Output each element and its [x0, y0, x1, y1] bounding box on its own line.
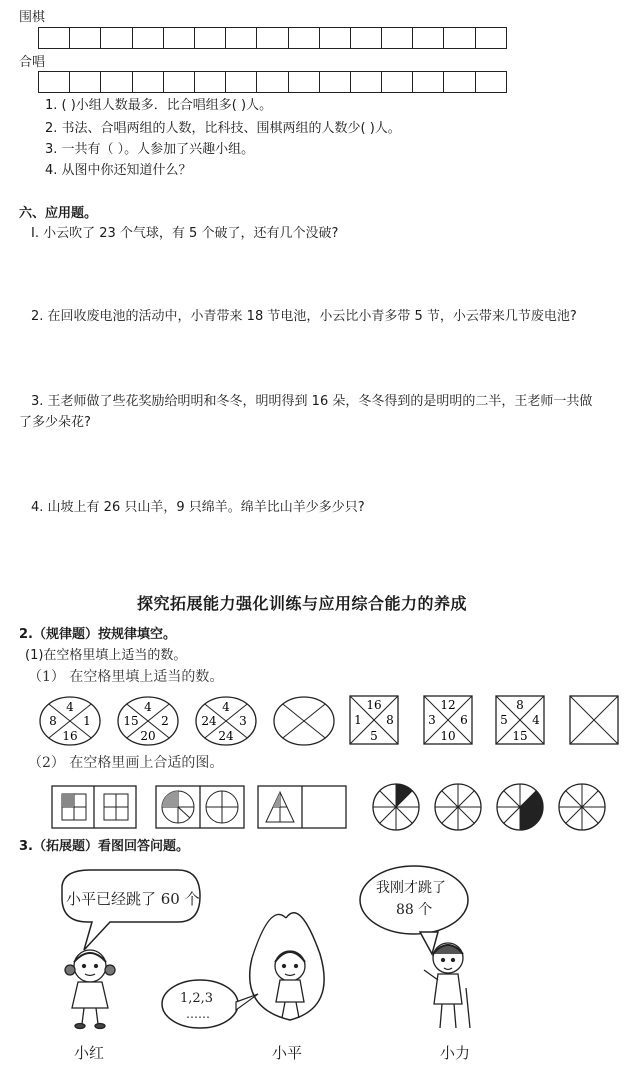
sector-circles	[373, 784, 605, 830]
grid-cell	[70, 72, 101, 92]
svg-text:小红: 小红	[74, 1044, 105, 1062]
grid-cell	[39, 28, 70, 48]
circle-pair	[156, 786, 244, 828]
circle-left-number: 24	[201, 714, 217, 728]
question-1: 1. ( )小组人数最多．比合唱组多( )人。	[45, 98, 273, 113]
grid-cell	[413, 28, 444, 48]
circle-bottom-number: 16	[62, 729, 78, 743]
grid-cell	[39, 72, 70, 92]
circle-right-number: 1	[83, 714, 91, 728]
skipping-illustration	[0, 858, 640, 1075]
square-left-number: 3	[428, 713, 436, 727]
grid-cell	[133, 28, 164, 48]
circle-top-number: 4	[144, 700, 152, 714]
section6-heading: 六、应用题。	[19, 206, 98, 221]
square-left-number: 5	[500, 713, 508, 727]
circle-left-number: 15	[123, 714, 139, 728]
circle-right-number: 3	[239, 714, 247, 728]
question-2: 2. 书法、合唱两组的人数，比科技、围棋两组的人数少( )人。	[45, 121, 401, 136]
weiqi-label: 围棋	[19, 10, 46, 25]
number-circle	[196, 697, 256, 745]
circle-right-number: 2	[161, 714, 169, 728]
grid-cell	[226, 72, 257, 92]
number-circle	[40, 697, 100, 745]
q3-label: 3.（拓展题）看图回答问题。	[19, 839, 189, 854]
svg-text:1,2,3: 1,2,3	[180, 991, 214, 1006]
grid-cell	[320, 28, 351, 48]
square-bottom-number: 5	[370, 729, 378, 743]
problem-4: 4. 山坡上有 26 只山羊，9 只绵羊。绵羊比山羊少多少只?	[31, 500, 365, 515]
girl-xiaoping-figure	[250, 913, 324, 1020]
circle-top-number: 4	[66, 700, 74, 714]
weiqi-grid	[38, 27, 507, 49]
circle-bottom-number: 24	[218, 729, 234, 743]
grid-cell	[289, 72, 320, 92]
grid-cell	[351, 28, 382, 48]
sector-circle	[497, 784, 543, 830]
square-right-number: 6	[460, 713, 468, 727]
grid-cell	[444, 72, 475, 92]
grid-cell	[195, 72, 226, 92]
question-3: 3. 一共有（ ）。人参加了兴趣小组。	[45, 142, 255, 157]
number-square	[350, 696, 398, 744]
grid-cell	[226, 28, 257, 48]
grid-cell	[257, 28, 288, 48]
number-square	[570, 696, 618, 744]
square-left-number: 1	[354, 713, 362, 727]
grid-cell	[413, 72, 444, 92]
grid-cell	[133, 72, 164, 92]
circle-top-number: 4	[222, 700, 230, 714]
svg-text:88 个: 88 个	[396, 902, 433, 918]
grid-cell	[101, 28, 132, 48]
circle-bottom-number: 20	[140, 729, 156, 743]
sector-circle	[373, 784, 419, 830]
grid-cell	[476, 72, 507, 92]
triangle-pair	[258, 786, 346, 828]
grid-cell	[444, 28, 475, 48]
square-grid-pair	[52, 786, 136, 828]
square-top-number: 12	[440, 698, 456, 712]
speech-bubble-count	[162, 980, 258, 1028]
number-circle	[274, 697, 334, 745]
sector-circle	[559, 784, 605, 830]
question-4: 4. 从图中你还知道什么？	[45, 163, 192, 178]
speech-bubble-right	[360, 866, 468, 954]
square-top-number: 16	[366, 698, 382, 712]
square-top-number: 8	[516, 698, 524, 712]
svg-text:小平: 小平	[272, 1044, 303, 1062]
scan-sub1: （1） 在空格里填上适当的数。	[28, 669, 224, 685]
number-square	[496, 696, 544, 744]
speech-bubble-left	[62, 870, 200, 950]
square-bottom-number: 10	[440, 729, 456, 743]
q2-label: 2.（规律题）按规律填空。	[19, 627, 176, 642]
chorus-label: 合唱	[19, 55, 46, 70]
grid-cell	[476, 28, 507, 48]
grid-cell	[289, 28, 320, 48]
square-bottom-number: 15	[512, 729, 528, 743]
grid-cell	[70, 28, 101, 48]
svg-text:我刚才跳了: 我刚才跳了	[376, 880, 446, 896]
q2-sub1: (1)在空格里填上适当的数。	[25, 648, 187, 663]
extension-title: 探究拓展能力强化训练与应用综合能力的养成	[137, 594, 468, 613]
grid-cell	[320, 72, 351, 92]
circle-left-number: 8	[49, 714, 57, 728]
grid-cell	[164, 28, 195, 48]
problem-3-line2: 了多少朵花?	[19, 415, 91, 430]
svg-text:小平已经跳了 60 个: 小平已经跳了 60 个	[66, 890, 200, 908]
grid-cell	[382, 28, 413, 48]
problem-2: 2. 在回收废电池的活动中，小青带来 18 节电池，小云比小青多带 5 节，小云带来几节废电池?	[31, 309, 577, 324]
sector-circle	[435, 784, 481, 830]
grid-cell	[257, 72, 288, 92]
shape-pattern-row	[0, 778, 640, 836]
number-square	[424, 696, 472, 744]
boy-xiaoli-figure	[424, 943, 470, 1028]
grid-cell	[351, 72, 382, 92]
svg-text:……: ……	[186, 1007, 210, 1021]
grid-cell	[164, 72, 195, 92]
grid-cell	[382, 72, 413, 92]
girl-xiaohong-figure	[65, 950, 115, 1029]
pattern-figures	[0, 688, 640, 752]
grid-cell	[101, 72, 132, 92]
grid-cell	[195, 28, 226, 48]
square-right-number: 8	[386, 713, 394, 727]
chorus-grid	[38, 71, 507, 93]
svg-text:小力: 小力	[440, 1044, 471, 1062]
square-right-number: 4	[532, 713, 540, 727]
scan-sub2: （2） 在空格里画上合适的图。	[28, 755, 224, 771]
number-circle	[118, 697, 178, 745]
problem-3-line1: 3. 王老师做了些花奖励给明明和冬冬，明明得到 16 朵，冬冬得到的是明明的二半，王老师一共做	[31, 394, 593, 409]
problem-1: I. 小云吹了 23 个气球，有 5 个破了，还有几个没破?	[31, 226, 339, 241]
